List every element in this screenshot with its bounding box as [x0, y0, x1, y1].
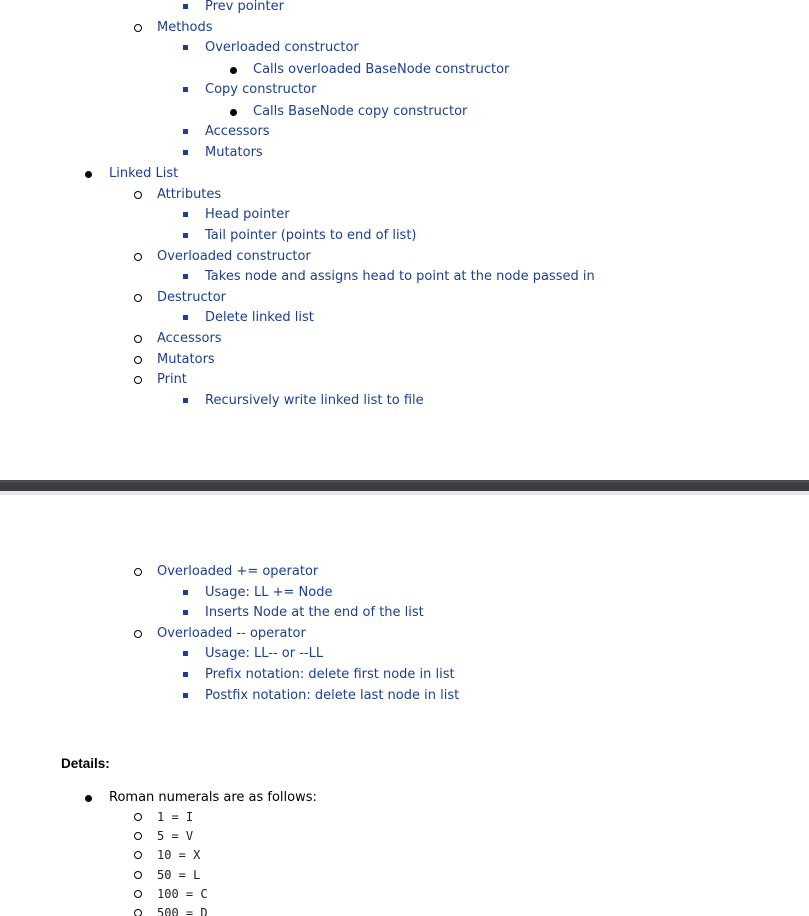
circle-bullet-icon	[134, 813, 142, 821]
square-bullet-icon	[183, 129, 188, 134]
square-bullet-icon	[183, 233, 188, 238]
square-bullet-icon	[183, 45, 188, 50]
circle-bullet-icon	[134, 294, 142, 302]
page-separator	[0, 480, 809, 495]
disc-bullet-icon	[85, 795, 92, 802]
circle-bullet-icon	[134, 24, 142, 32]
circle-bullet-icon	[134, 253, 142, 261]
disc-bullet-icon	[85, 171, 92, 178]
circle-bullet-icon	[134, 191, 142, 199]
circle-bullet-icon	[134, 630, 142, 638]
circle-bullet-icon	[134, 376, 142, 384]
square-bullet-icon	[183, 315, 188, 320]
circle-bullet-icon	[134, 335, 142, 343]
circle-bullet-icon	[134, 871, 142, 879]
circle-bullet-icon	[134, 851, 142, 859]
square-bullet-icon	[183, 693, 188, 698]
document-page-1: Prev pointer Methods Overloaded constructor Calls overloaded BaseNode constructor Copy constructor Calls BaseNode copy constructor Accessors Mutators Linked List Attributes Head pointer Tail pointer (points to end of list) Overloaded constructor Takes node and assigns head to point at the node passed in Destructor Delete linked list Accessors Mutators Print Recursively write linked list to file	[0, 0, 809, 480]
circle-bullet-icon	[134, 890, 142, 898]
square-bullet-icon	[183, 651, 188, 656]
circle-bullet-icon	[134, 356, 142, 364]
circle-bullet-icon	[134, 832, 142, 840]
square-bullet-icon	[183, 87, 188, 92]
square-bullet-icon	[183, 590, 188, 595]
square-bullet-icon	[183, 150, 188, 155]
square-bullet-icon	[183, 398, 188, 403]
square-bullet-icon	[183, 4, 188, 9]
circle-bullet-icon	[134, 909, 142, 916]
circle-bullet-icon	[134, 568, 142, 576]
square-bullet-icon	[183, 672, 188, 677]
square-bullet-icon	[183, 274, 188, 279]
disc-bullet-icon	[230, 109, 237, 116]
document-page-2: Overloaded += operator Usage: LL += Node Inserts Node at the end of the list Overloaded -- operator Usage: LL-- or --LL Prefix notation: delete first node in list Postfix notation: delete last node in list Details: Roman numerals are as follows: 1 = I 5 = V 10 = X 50 = L 100 = C 500 = D	[0, 495, 809, 916]
square-bullet-icon	[183, 212, 188, 217]
disc-bullet-icon	[230, 67, 237, 74]
square-bullet-icon	[183, 610, 188, 615]
